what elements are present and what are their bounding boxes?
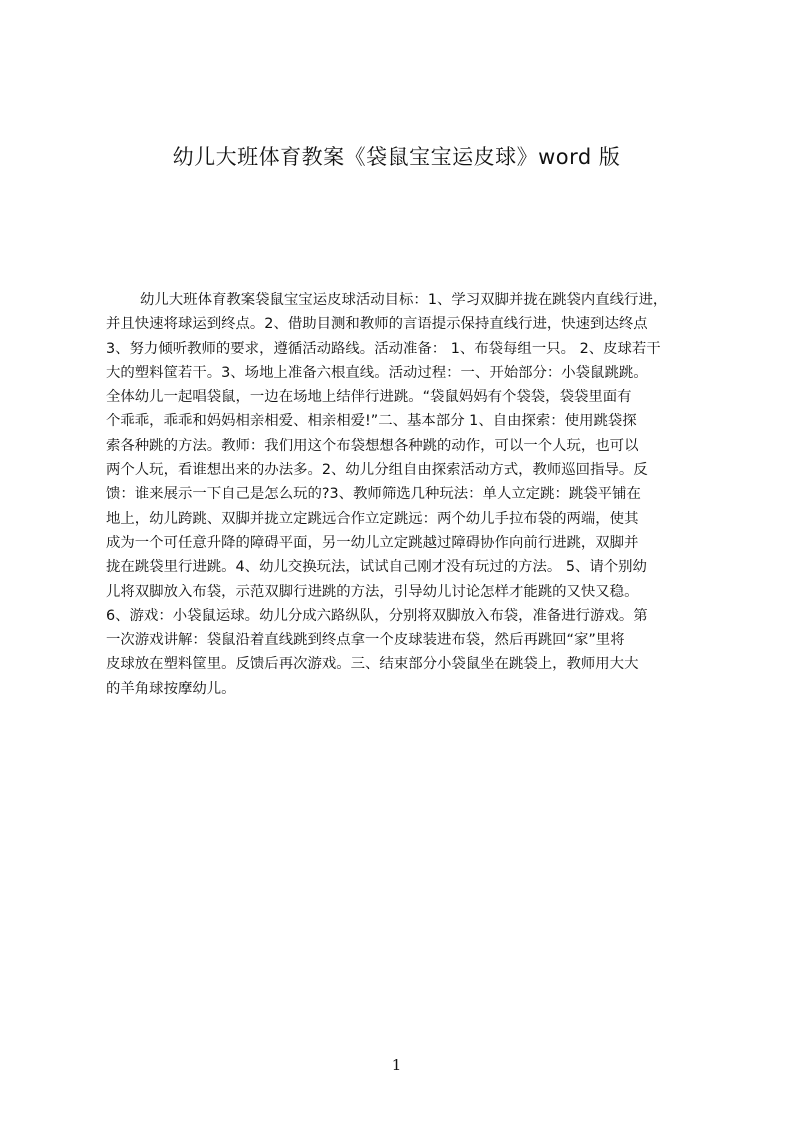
body-line: 馈：谁来展示一下自己是怎么玩的?3、教师筛选几种玩法：单人立定跳：跳袋平铺在 xyxy=(106,486,641,503)
page-number: 1 xyxy=(391,1056,402,1074)
body-line: 皮球放在塑料筐里。反馈后再次游戏。三、结束部分小袋鼠坐在跳袋上，教师用大大 xyxy=(106,656,639,673)
body-line: 的羊角球按摩幼儿。 xyxy=(106,680,236,697)
body-line: 一次游戏讲解：袋鼠沿着直线跳到终点拿一个皮球装进布袋，然后再跳回“家”里将 xyxy=(106,632,625,649)
body-line: 个乖乖，乖乖和妈妈相亲相爱、相亲相爱!”二、基本部分 1、自由探索：使用跳袋探 xyxy=(106,413,637,430)
body-paragraph xyxy=(106,288,699,748)
body-line: 索各种跳的方法。教师：我们用这个布袋想想各种跳的动作，可以一个人玩，也可以 xyxy=(106,437,639,454)
body-line: 3、努力倾听教师的要求，遵循活动路线。活动准备： 1、布袋每组一只。 2、皮球若干 xyxy=(106,340,661,357)
body-line: 拢在跳袋里行进跳。4、幼儿交换玩法，试试自己刚才没有玩过的方法。 5、请个别幼 xyxy=(106,559,647,576)
document-title: 幼儿大班体育教案《袋鼠宝宝运皮球》word 版 xyxy=(172,145,621,169)
body-line: 6、游戏：小袋鼠运球。幼儿分成六路纵队，分别将双脚放入布袋，准备进行游戏。第 xyxy=(106,607,648,624)
body-line: 幼儿大班体育教案袋鼠宝宝运皮球活动目标：1、学习双脚并拢在跳袋内直线行进， xyxy=(140,292,668,308)
body-line: 成为一个可任意升降的障碍平面，另一幼儿立定跳越过障碍协作向前行进跳，双脚并 xyxy=(106,534,639,551)
body-line: 全体幼儿一起唱袋鼠，一边在场地上结伴行进跳。“袋鼠妈妈有个袋袋，袋袋里面有 xyxy=(106,389,632,406)
body-line: 大的塑料筐若干。3、场地上准备六根直线。活动过程：一、开始部分：小袋鼠跳跳。 xyxy=(106,364,648,381)
body-line: 两个人玩，看谁想出来的办法多。2、幼儿分组自由探索活动方式，教师巡回指导。反 xyxy=(106,462,648,479)
body-line: 地上，幼儿跨跳、双脚并拢立定跳远合作立定跳远：两个幼儿手拉布袋的两端，使其 xyxy=(106,510,639,527)
body-line: 儿将双脚放入布袋，示范双脚行进跳的方法，引导幼儿讨论怎样才能跳的又快又稳。 xyxy=(106,583,639,600)
body-line: 并且快速将球运到终点。2、借助目测和教师的言语提示保持直线行进，快速到达终点 xyxy=(106,316,648,333)
